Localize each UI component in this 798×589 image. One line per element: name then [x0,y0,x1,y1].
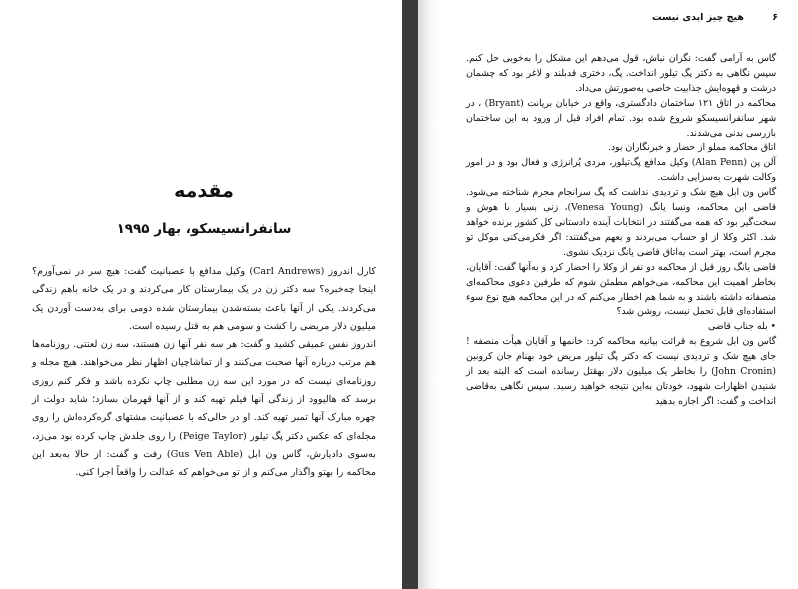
paragraph: اتاق محاکمه مملو از حضار و خبرنگاران بود. [607,142,776,154]
paragraph: آلن پن (Alan Penn) وکیل مدافع پگ‌تیلور، مردی پُرانرژی و فعال بود و در امور وکالت شهرت به‌سزایی داشت. [466,157,776,184]
chapter-subtitle: سانفرانسیسکو، بهار ۱۹۹۵ [116,221,292,237]
chapter-title: مقدمه [174,180,234,202]
page-gap [394,0,402,589]
paragraph: گاس به آرامی گفت: نگران نباش، قول می‌دهم این مشکل را به‌خوبی حل کنم. سپس نگاهی به دکتر پگ تیلور انداخت. پگ، دختری قدبلند و لاغر بود که چشمان درشت و قهوه‌ایش جذابیت خاصی به‌صورتش می‌داد. [466,53,776,94]
running-head [462,12,778,28]
paragraph: • بله جناب قاضی [707,321,776,333]
book-spine [402,0,418,589]
spine-shadow [418,0,438,589]
right-page-body [466,52,776,410]
paragraph: قاضی یانگ روز قبل از محاکمه دو نفر از وکلا را احضار کرد و به‌آنها گفت: آقایان، بخاطر اهمیت این محاکمه، می‌خواهم مطمئن شوم که طرفین دعوی محاکمه‌ای منصفانه داشته باشند و به شما هم اخطار می‌کنم که در این محاکمه هیچ نوع سوء استفاده‌ای قابل تحمل نیست، روشن شد؟ [466,261,776,318]
left-page [18,175,390,570]
paragraph: گاس ون ابل هیچ شک و تردیدی نداشت که پگ سرانجام مجرم شناخته می‌شود. قاضی این محاکمه، ونسا یانگ (Venesa Young)، زنی بسیار با هوش و سخت‌گیر بود که همه می‌گفتند در انتخابات آینده دادستانی کل کشور برنده خواهد شد. اکثر وکلا از او حساب می‌بردند و بعهم می‌گفتند: اگر فکرمی‌کنی موکل تو مجرم است، بهتر است به‌اتاق قاضی یانگ نزدیک نشوی. [466,187,777,258]
paragraph: گاس ون ابل شروع به قرائت بیانیه محاکمه کرد: خانمها و آقایان هیأت منصفه ! جای هیچ شک و تردیدی نیست که دکتر پگ تیلور مریض خود بهنام جان کرونین (John Cronin) را بخاطر یک میلیون دلار بهقتل رسانده است که البته بعد از شنیدن اظهارات شهود، خودتان به‌این نتیجه خواهید رسید. سپس نگاهی به‌قاضی انداخت و گفت: اگر اجازه بدهید [466,336,777,407]
paragraph: محاکمه در اتاق ۱۲۱ ساختمان دادگستری، واقع در خیابان بریانت (Bryant) ، در شهر سانفرانسیسکو شروع شده بود. تمام افراد قبل از ورود به این ساختمان بازرسی بدنی می‌شدند. [466,97,777,139]
paragraph: اندروز نفس عمیقی کشید و گفت: هر سه نفر آنها زن هستند، سه زن لعنتی. روزنامه‌ها هم مرتب درباره آنها صحبت می‌کنند و از تماشاچیان اظهار نظر می‌خواهند. هیچ مجله و روزنامه‌ای نیست که در مورد این سه زن مطلبی چاپ نکرده باشد و فکر کنم روزی برسد که هالیوود از زندگی آنها فیلم تهیه کند و از آنها قهرمان بسازد؛ شاید دولت از چهره مبارک آنها تمبر تهیه کند. او در حالی‌که با عصبانیت مشتهای گره‌کرده‌اش را روی مجله‌ای که عکس دکتر پگ تیلور (Peige Taylor) را روی جلدش چاپ کرده بود می‌زد، به‌سوی دادیارش، گاس ون ابل (Gus Ven Able) رفت و گفت: از حالا به‌بعد این محاکمه را بهتو واگذار می‌کنم و از تو می‌خواهم که عدالت را واقعاً اجرا کنی. [32,339,376,479]
left-page-body [32,263,376,483]
page-number: ۶ [772,12,778,23]
right-page [438,0,798,589]
running-head-title: هیچ چیز ابدی نیست [651,12,744,23]
paragraph: کارل اندروز (Carl Andrews) وکیل مدافع با عصبانیت گفت: هیچ سر در نمی‌آورم؟ اینجا چه‌خبره؟ سه دکتر زن در یک بیمارستان کار می‌کردند و در یک خانه باهم زندگی می‌کردند. یکی از آنها باعث بسته‌شدن بیمارستان شده دومی برای به‌دست آوردن یک میلیون دلار مریضی را کشت و سومی هم به قتل رسیده است. [32,266,376,332]
